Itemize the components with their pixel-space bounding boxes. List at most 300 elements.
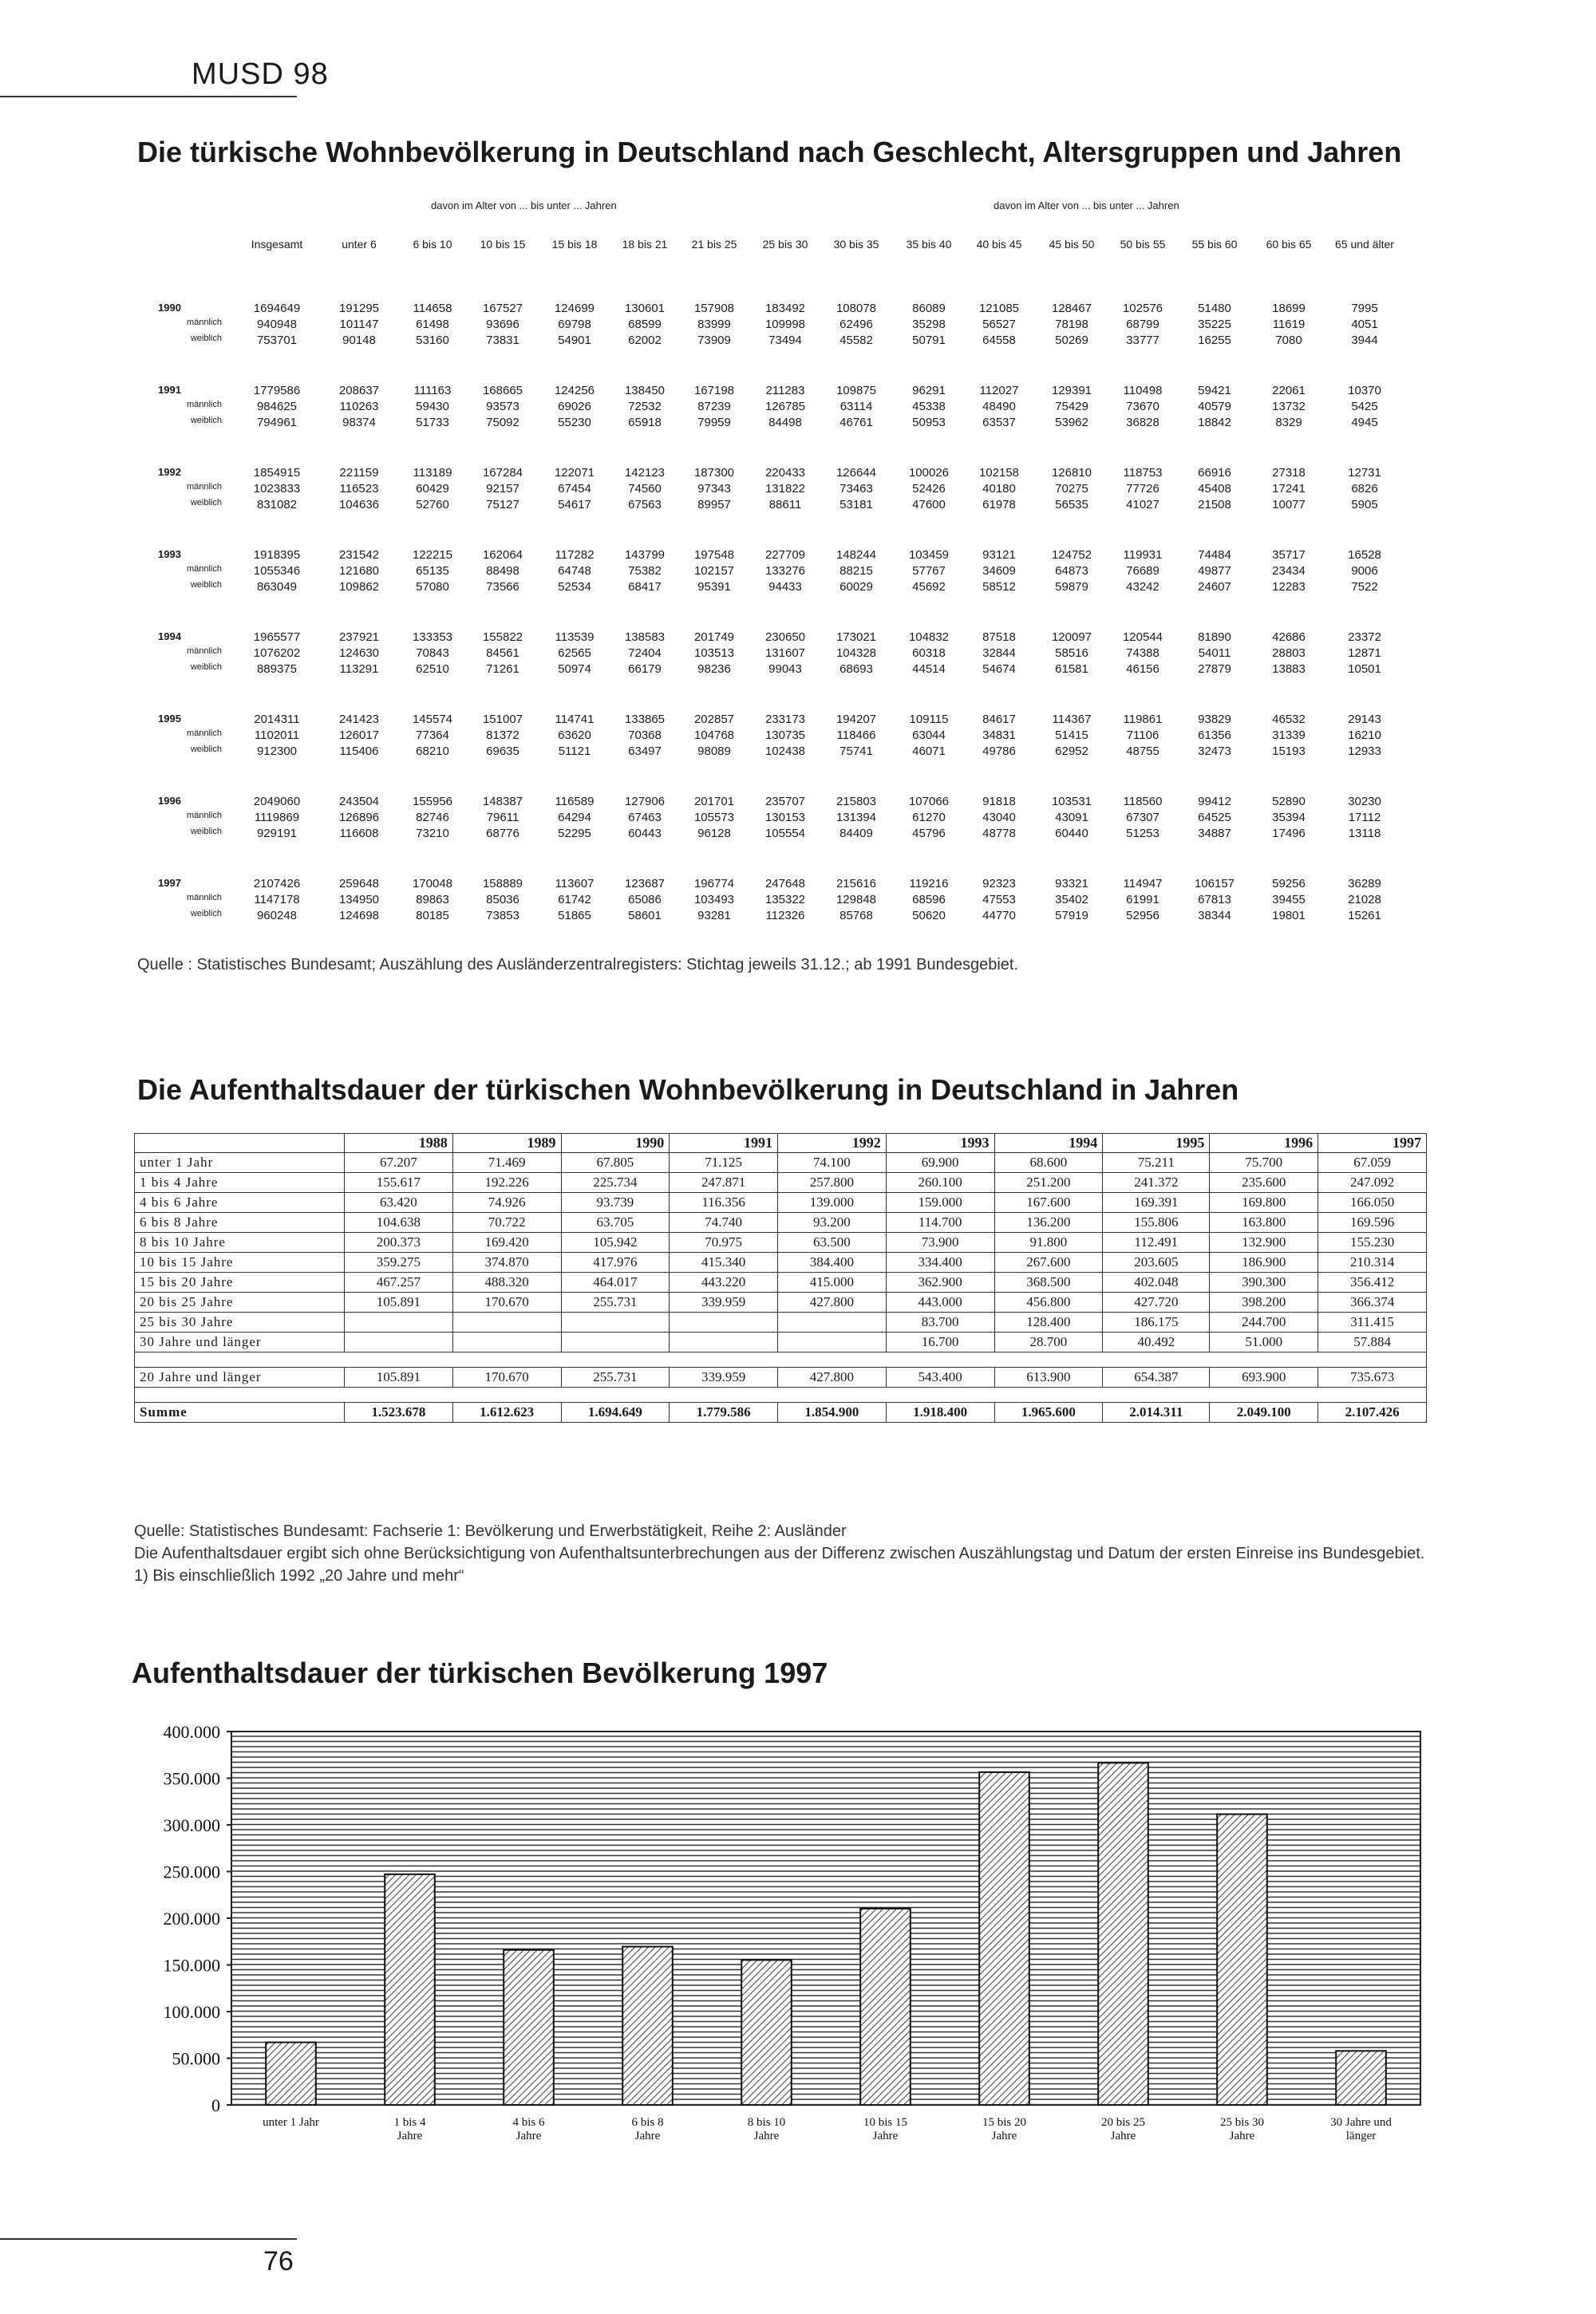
table-cell: 13883 (1272, 662, 1306, 676)
table-cell: 368.500 (994, 1273, 1103, 1293)
table-cell: 93696 (486, 318, 519, 331)
table-cell: 133865 (624, 713, 666, 726)
table-cell: 109998 (764, 318, 806, 331)
sex-label: weiblich (190, 827, 222, 836)
table-cell: 22061 (1272, 384, 1306, 397)
table-cell: 170048 (412, 877, 453, 890)
table-cell: 159.000 (886, 1193, 994, 1213)
column-header: 15 bis 18 (551, 238, 598, 251)
table-cell: 167284 (482, 466, 523, 480)
table-cell: 30230 (1348, 795, 1381, 808)
column-header: 30 bis 35 (833, 238, 879, 251)
table-cell: 75127 (486, 498, 519, 511)
table-cell: 44770 (982, 909, 1016, 922)
table-cell: 48755 (1126, 744, 1159, 758)
table-cell: 98089 (697, 744, 731, 758)
table-cell: 119931 (1123, 548, 1163, 562)
table-cell: 231542 (338, 548, 380, 562)
sex-label: männlich (186, 318, 222, 327)
table-cell: 117282 (555, 548, 595, 562)
row-label: 30 Jahre und länger (135, 1333, 345, 1352)
table-cell: 104636 (338, 498, 380, 511)
table-cell: 75382 (628, 564, 662, 578)
table-row (128, 400, 1436, 416)
table-cell: 163.800 (1210, 1213, 1318, 1233)
table-cell: 73566 (486, 580, 519, 594)
table-cell: 215616 (836, 877, 877, 890)
table-cell: 108078 (836, 302, 877, 315)
table-cell: 52890 (1272, 795, 1306, 808)
table-cell: 120097 (1051, 630, 1092, 644)
table-cell: 58516 (1055, 646, 1088, 660)
table-cell: 74484 (1198, 548, 1231, 562)
table-cell: 70843 (416, 646, 449, 660)
table-cell: 126896 (338, 811, 380, 824)
table-cell: 113539 (555, 630, 595, 644)
x-tick-label: 25 bis 30 (1219, 2116, 1265, 2129)
table-cell: 10501 (1348, 662, 1381, 676)
table-cell: 93281 (697, 909, 731, 922)
table-cell: 1.965.600 (994, 1403, 1103, 1423)
table-cell: 104832 (908, 630, 950, 644)
table-cell: 61742 (558, 893, 591, 906)
table-cell: 72532 (628, 400, 662, 413)
x-tick-label: unter 1 Jahr (263, 2116, 319, 2129)
table-cell: 49786 (982, 744, 1016, 758)
table-cell: 92157 (486, 482, 519, 496)
bar (741, 1960, 792, 2105)
table-cell: 79611 (486, 811, 519, 824)
table-cell: 75.700 (1210, 1153, 1318, 1173)
sex-label: männlich (186, 400, 222, 409)
table-cell: 50620 (912, 909, 946, 922)
table-cell: 467.257 (345, 1273, 453, 1293)
table-cell: 58512 (982, 580, 1016, 594)
sex-label: männlich (186, 729, 222, 738)
table-cell: 93.200 (778, 1213, 887, 1233)
table-cell: 93121 (982, 548, 1016, 562)
column-header: 21 bis 25 (691, 238, 737, 251)
x-tick-label: Jahre (991, 2130, 1017, 2142)
table-cell: 16528 (1348, 548, 1381, 562)
table-cell: 68.600 (994, 1153, 1103, 1173)
table-cell: 255.731 (561, 1368, 670, 1388)
table-cell: 7522 (1351, 580, 1378, 594)
sex-label: weiblich (190, 909, 222, 918)
table-cell: 1965577 (253, 630, 301, 644)
table-cell: 45338 (912, 400, 946, 413)
row-label: 6 bis 8 Jahre (135, 1213, 345, 1233)
table-cell: 67307 (1126, 811, 1159, 824)
table-cell: 59879 (1055, 580, 1088, 594)
table-cell: 66916 (1198, 466, 1231, 480)
year-header: 1992 (778, 1134, 887, 1153)
table-cell: 16210 (1348, 729, 1381, 742)
table-cell: 111163 (413, 384, 452, 397)
bar (504, 1950, 554, 2105)
table-cell: 167198 (693, 384, 735, 397)
table-row (128, 893, 1436, 909)
year-header: 1990 (561, 1134, 670, 1153)
table-row (135, 1213, 1427, 1233)
table-cell: 52295 (558, 827, 591, 840)
table-cell: 67813 (1198, 893, 1231, 906)
table-cell: 65918 (628, 416, 662, 429)
table-cell: 82746 (416, 811, 449, 824)
table-cell: 124256 (554, 384, 595, 397)
table-row (135, 1403, 1427, 1423)
table-cell: 62952 (1055, 744, 1088, 758)
table-cell: 73.900 (886, 1233, 994, 1253)
table-cell: 1.694.649 (561, 1403, 670, 1423)
table-cell: 1147178 (254, 893, 300, 906)
table-cell: 81890 (1198, 630, 1231, 644)
table-cell: 16255 (1198, 334, 1231, 347)
table-cell: 12871 (1348, 646, 1381, 660)
table-cell: 1694649 (253, 302, 301, 315)
table-cell: 113607 (555, 877, 595, 890)
table-cell: 63620 (558, 729, 591, 742)
table-cell (561, 1313, 670, 1333)
table-cell: 45408 (1198, 482, 1231, 496)
table-cell: 52534 (558, 580, 591, 594)
table-cell: 73853 (486, 909, 519, 922)
table-cell: 2.049.100 (1210, 1403, 1318, 1423)
x-tick-label: Jahre (397, 2130, 423, 2142)
source-note-1: Quelle : Statistisches Bundesamt; Auszählung des Ausländerzentralregisters: Stichtag jeweils 31.12.; ab 1991 Bundesgebiet. (137, 956, 1019, 973)
table-cell: 244.700 (1210, 1313, 1318, 1333)
table-cell: 74.926 (452, 1193, 561, 1213)
table-cell: 233173 (764, 713, 806, 726)
table-cell: 74.740 (670, 1213, 778, 1233)
table-row (135, 1273, 1427, 1293)
table-cell: 114658 (413, 302, 452, 315)
row-label: unter 1 Jahr (135, 1153, 345, 1173)
x-tick-label: 10 bis 15 (863, 2116, 908, 2129)
table-cell: 131394 (836, 811, 877, 824)
table-cell: 390.300 (1210, 1273, 1318, 1293)
table-row (128, 744, 1436, 760)
table-row (135, 1293, 1427, 1313)
table-cell: 121680 (338, 564, 380, 578)
table-cell: 103459 (908, 548, 950, 562)
year-header: 1988 (345, 1134, 453, 1153)
table-cell: 1854915 (253, 466, 301, 480)
table-cell: 66179 (628, 662, 662, 676)
table-cell: 68693 (839, 662, 873, 676)
spacer-row (135, 1388, 1427, 1403)
table-cell: 53181 (839, 498, 873, 511)
table-row (128, 318, 1436, 334)
row-label: 10 bis 15 Jahre (135, 1253, 345, 1273)
table-cell: 1102011 (254, 729, 300, 742)
x-tick-label: 20 bis 25 (1100, 2116, 1146, 2129)
table-cell: 417.976 (561, 1253, 670, 1273)
table-cell: 124699 (554, 302, 595, 315)
table-cell: 166.050 (1318, 1193, 1427, 1213)
table-cell: 157908 (693, 302, 735, 315)
table-cell: 69798 (558, 318, 591, 331)
table-cell: 202857 (693, 713, 735, 726)
table-cell: 128467 (1051, 302, 1092, 315)
table-cell: 102158 (978, 466, 1020, 480)
column-header: 18 bis 21 (622, 238, 668, 251)
table-cell: 415.340 (670, 1253, 778, 1273)
table-cell: 35225 (1198, 318, 1231, 331)
bar (622, 1947, 673, 2105)
table-cell: 57.884 (1318, 1333, 1427, 1352)
table-cell: 69.900 (886, 1153, 994, 1173)
table-cell: 693.900 (1210, 1368, 1318, 1388)
table-cell: 201749 (693, 630, 735, 644)
table-cell: 104.638 (345, 1213, 453, 1233)
row-label: 1 bis 4 Jahre (135, 1173, 345, 1193)
table-row (128, 416, 1436, 432)
table-cell: 102438 (764, 744, 806, 758)
table-cell: 241.372 (1103, 1173, 1210, 1193)
table-cell: 68417 (628, 580, 662, 594)
x-tick-label: Jahre (753, 2130, 780, 2142)
table-cell: 102576 (1122, 302, 1163, 315)
table-cell: 96128 (697, 827, 731, 840)
table-cell: 194207 (836, 713, 877, 726)
row-label: 15 bis 20 Jahre (135, 1273, 345, 1293)
table-cell: 940948 (256, 318, 298, 331)
table-cell: 71.469 (452, 1153, 561, 1173)
row-label: 20 Jahre und länger (135, 1368, 345, 1388)
table-cell: 75.211 (1103, 1153, 1210, 1173)
table-row (135, 1253, 1427, 1273)
table-cell: 110498 (1123, 384, 1163, 397)
table-cell: 192.226 (452, 1173, 561, 1193)
table-cell: 54617 (558, 498, 591, 511)
table-cell: 132.900 (1210, 1233, 1318, 1253)
table-cell: 51865 (558, 909, 591, 922)
table-cell: 73494 (768, 334, 802, 347)
table-cell: 138450 (624, 384, 666, 397)
table-cell: 168665 (482, 384, 523, 397)
table-cell: 58601 (628, 909, 662, 922)
table-cell: 113291 (339, 662, 379, 676)
table-cell: 95391 (697, 580, 731, 594)
table-cell: 241423 (338, 713, 380, 726)
table-cell: 47600 (912, 498, 946, 511)
table-cell: 122215 (412, 548, 453, 562)
table-cell: 1076202 (253, 646, 301, 660)
y-tick-label: 100.000 (163, 2002, 220, 2022)
y-tick-label: 200.000 (163, 1909, 220, 1929)
table-cell: 65086 (628, 893, 662, 906)
table-cell: 42686 (1272, 630, 1306, 644)
year-header: 1994 (994, 1134, 1103, 1153)
y-tick-label: 50.000 (172, 2048, 220, 2069)
table-cell: 134950 (338, 893, 380, 906)
year-label: 1992 (158, 466, 181, 478)
table-row (128, 795, 1436, 811)
table-cell: 64294 (558, 811, 591, 824)
table-row (135, 1173, 1427, 1193)
table-cell: 105554 (764, 827, 806, 840)
table-cell: 67.207 (345, 1153, 453, 1173)
table-cell: 543.400 (886, 1368, 994, 1388)
table-cell: 12283 (1272, 580, 1306, 594)
table-cell: 257.800 (778, 1173, 887, 1193)
table-cell: 72404 (628, 646, 662, 660)
source-line-2: Die Aufenthaltsdauer ergibt sich ohne Berücksichtigung von Aufenthaltsunterbrechungen aus der Differenz zwischen Auszählungstag und Datum der ersten Einreise ins Bundesgebiet. 1) Bis einschließlich 1992 „20 Jahre und mehr“ (134, 1545, 1425, 1585)
table-cell: 155822 (482, 630, 523, 644)
table-cell: 17496 (1272, 827, 1306, 840)
table-cell: 81372 (486, 729, 519, 742)
table-cell: 51253 (1126, 827, 1159, 840)
table-row (128, 662, 1436, 678)
table-cell: 68210 (416, 744, 449, 758)
x-tick-label: 30 Jahre und (1330, 2116, 1392, 2129)
table-cell: 488.320 (452, 1273, 561, 1293)
table-cell: 93829 (1198, 713, 1231, 726)
table-cell: 51.000 (1210, 1333, 1318, 1352)
table-cell: 52426 (912, 482, 946, 496)
table-cell: 35394 (1272, 811, 1306, 824)
table-cell: 70368 (628, 729, 662, 742)
table-cell: 260.100 (886, 1173, 994, 1193)
table-cell: 74.100 (778, 1153, 887, 1173)
table-row (128, 877, 1436, 893)
sex-label: männlich (186, 893, 222, 902)
table-cell: 133276 (764, 564, 806, 578)
table-cell: 57767 (912, 564, 946, 578)
y-tick-label: 150.000 (163, 1955, 220, 1976)
column-header: 25 bis 30 (762, 238, 808, 251)
table-cell: 114367 (1052, 713, 1092, 726)
table-cell: 113189 (413, 466, 452, 480)
table-cell: 464.017 (561, 1273, 670, 1293)
table-cell: 7080 (1275, 334, 1302, 347)
table-cell: 794961 (256, 416, 298, 429)
table-cell: 133353 (412, 630, 453, 644)
table-cell: 48490 (982, 400, 1016, 413)
table-row (128, 729, 1436, 744)
x-tick-label: 8 bis 10 (747, 2116, 786, 2129)
table-cell: 115406 (339, 744, 379, 758)
sex-label: weiblich (190, 580, 222, 590)
table-cell: 112326 (765, 909, 805, 922)
table-cell: 863049 (256, 580, 298, 594)
table-cell: 17241 (1272, 482, 1306, 496)
table-cell: 362.900 (886, 1273, 994, 1293)
table-cell: 77726 (1126, 482, 1159, 496)
table-cell: 83999 (697, 318, 731, 331)
table-cell: 247.092 (1318, 1173, 1427, 1193)
table-cell: 67563 (628, 498, 662, 511)
y-tick-label: 250.000 (163, 1862, 220, 1882)
table-cell: 50791 (912, 334, 946, 347)
table-cell: 112027 (979, 384, 1019, 397)
table-cell: 40.492 (1103, 1333, 1210, 1352)
table-cell: 85768 (839, 909, 873, 922)
table-cell: 96291 (912, 384, 946, 397)
column-header: Insgesamt (251, 238, 303, 251)
table-cell: 54674 (982, 662, 1016, 676)
table-cell: 75741 (839, 744, 873, 758)
table-cell: 59421 (1198, 384, 1231, 397)
table-cell: 50953 (912, 416, 946, 429)
table-cell: 45582 (839, 334, 873, 347)
year-header: 1989 (452, 1134, 561, 1153)
table-cell: 105573 (693, 811, 735, 824)
header-title: MUSD 98 (192, 57, 329, 91)
x-tick-label: Jahre (1229, 2130, 1255, 2142)
table-cell: 91818 (982, 795, 1016, 808)
table-cell: 247648 (764, 877, 806, 890)
table-cell: 1.779.586 (670, 1403, 778, 1423)
table-cell: 116589 (555, 795, 595, 808)
table-cell: 88498 (486, 564, 519, 578)
table-cell: 67463 (628, 811, 662, 824)
table-cell: 129848 (836, 893, 877, 906)
table-cell: 155.806 (1103, 1213, 1210, 1233)
table-cell: 201701 (693, 795, 735, 808)
year-label: 1993 (158, 548, 181, 560)
table-cell: 186.900 (1210, 1253, 1318, 1273)
sex-label: männlich (186, 482, 222, 492)
table-cell: 54011 (1198, 646, 1231, 660)
table-cell: 143799 (624, 548, 666, 562)
table-cell: 127906 (624, 795, 666, 808)
table-cell: 93573 (486, 400, 519, 413)
footer-rule (0, 2238, 297, 2240)
table-cell: 67.059 (1318, 1153, 1427, 1173)
table-cell: 7995 (1351, 302, 1378, 315)
table-cell: 126017 (338, 729, 380, 742)
table-cell: 64873 (1055, 564, 1088, 578)
sex-label: männlich (186, 564, 222, 574)
table-cell: 19801 (1272, 909, 1306, 922)
table-cell: 109875 (836, 384, 877, 397)
table-cell: 65135 (416, 564, 449, 578)
column-header: 10 bis 15 (480, 238, 526, 251)
table-cell: 79959 (697, 416, 731, 429)
table-cell: 1779586 (253, 384, 301, 397)
table-cell: 78198 (1055, 318, 1088, 331)
table-cell: 68599 (628, 318, 662, 331)
sex-label: weiblich (190, 498, 222, 507)
table-row (128, 466, 1436, 482)
table-cell: 52760 (416, 498, 449, 511)
table-cell: 116.356 (670, 1193, 778, 1213)
table-cell: 43091 (1055, 811, 1088, 824)
table-cell: 63.705 (561, 1213, 670, 1233)
table-cell: 48778 (982, 827, 1016, 840)
table-cell: 130153 (764, 811, 806, 824)
table-row (128, 482, 1436, 498)
table-cell: 18842 (1198, 416, 1231, 429)
table-cell: 8329 (1275, 416, 1302, 429)
table-cell: 13118 (1348, 827, 1381, 840)
row-label: 25 bis 30 Jahre (135, 1313, 345, 1333)
table-cell: 70.975 (670, 1233, 778, 1253)
bar (1098, 1763, 1148, 2105)
table-cell: 59256 (1272, 877, 1306, 890)
column-header: 60 bis 65 (1266, 238, 1312, 251)
table-cell: 109115 (909, 713, 949, 726)
table-cell: 73670 (1126, 400, 1159, 413)
table-cell: 124698 (338, 909, 380, 922)
sex-label: weiblich (190, 334, 222, 343)
table-cell: 116523 (339, 482, 379, 496)
residence-duration-table (134, 1133, 1427, 1423)
table-cell: 104768 (693, 729, 735, 742)
section2-title: Die Aufenthaltsdauer der türkischen Wohnbevölkerung in Deutschland in Jahren (137, 1073, 1239, 1106)
